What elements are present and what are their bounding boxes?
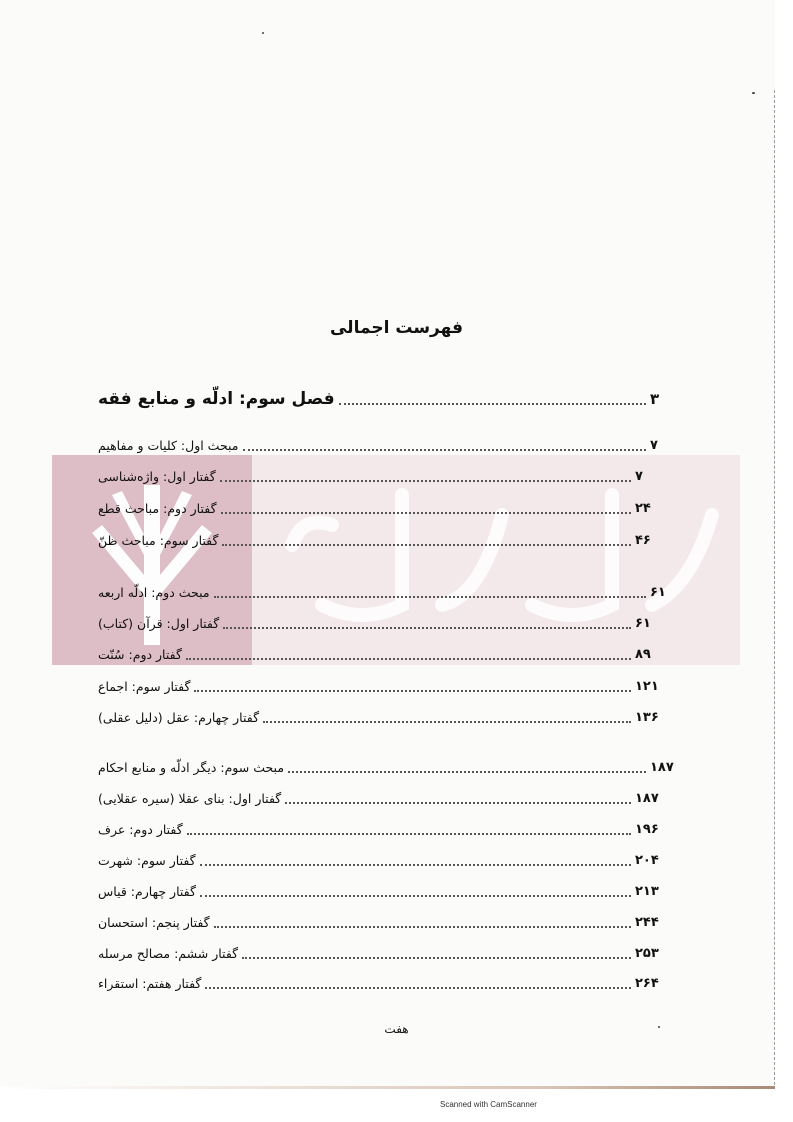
toc-leader-dots: [214, 926, 631, 928]
toc-leader-dots: [220, 480, 631, 482]
toc-leader-dots: [221, 512, 631, 514]
toc-page-number: ۸۹: [635, 646, 651, 662]
toc-leader-dots: [200, 864, 631, 866]
toc-entry-title: گفتار چهارم: قیاس: [98, 883, 196, 899]
toc-entry: [98, 528, 665, 552]
toc-entry: [98, 941, 665, 965]
toc-entry: [98, 674, 665, 698]
toc-entry-title: گفتار اول: قرآن (کتاب): [98, 615, 220, 631]
toc-entry: [98, 580, 680, 604]
toc-entry-title: گفتار سوم: مباحث ظنّ: [98, 532, 219, 548]
toc-entry: [98, 817, 665, 841]
toc-page-number: ۶۱: [635, 615, 651, 631]
toc-page-number: ۴۶: [635, 532, 651, 548]
toc-page-number: ۱۳۶: [635, 709, 659, 725]
toc-leader-dots: [187, 833, 631, 835]
toc-page-number: ۱۲۱: [635, 678, 659, 694]
toc-entry: [98, 910, 665, 934]
toc-leader-dots: [288, 771, 646, 773]
toc-leader-dots: [205, 987, 631, 989]
toc-page-number: ۱۸۷: [650, 759, 674, 775]
toc-page-number: ۲۴۴: [635, 914, 659, 930]
toc-entry-title: گفتار سوم: شهرت: [98, 852, 196, 868]
scanner-watermark-text: Scanned with CamScanner: [440, 1100, 537, 1109]
toc-leader-dots: [263, 721, 631, 723]
page-footer-number: هفت: [384, 1022, 409, 1036]
toc-entry: [98, 786, 665, 810]
toc-entry: [98, 848, 665, 872]
toc-page-number: ۷: [635, 468, 643, 484]
toc-page-number: ۶۱: [650, 584, 666, 600]
toc-leader-dots: [214, 596, 646, 598]
toc-leader-dots: [285, 802, 631, 804]
toc-leader-dots: [223, 627, 631, 629]
toc-entry: [98, 642, 665, 666]
toc-entry-title: مبحث سوم: دیگر ادلّه و منابع احکام: [98, 759, 285, 775]
toc-page-number: ۲۶۴: [635, 975, 659, 991]
toc-entry-title: گفتار سوم: اجماع: [98, 678, 191, 694]
toc-page-number: ۷: [650, 437, 658, 453]
toc-entry-title: گفتار دوم: مباحث قطع: [98, 500, 217, 516]
toc-entry-title: گفتار ششم: مصالح مرسله: [98, 945, 239, 961]
toc-entry-title: گفتار اول: واژه‌شناسی: [98, 468, 216, 484]
toc-entry: [98, 705, 665, 729]
toc-entry-title: گفتار هفتم: استقراء: [98, 975, 202, 991]
toc-entry-title: گفتار چهارم: عقل (دلیل عقلی): [98, 709, 260, 725]
toc-page-number: ۱۸۷: [635, 790, 659, 806]
toc-entry: [98, 971, 665, 995]
toc-entry: [98, 464, 665, 488]
toc-entry-title: گفتار پنجم: استحسان: [98, 914, 210, 930]
toc-entry-title: مبحث دوم: ادلّه اربعه: [98, 584, 210, 600]
toc-entry-title: گفتار اول: بنای عقلا (سیره عقلایی): [98, 790, 282, 806]
toc-leader-dots: [186, 658, 631, 660]
toc-leader-dots: [242, 957, 631, 959]
toc-page-number: ۲۴: [635, 500, 651, 516]
toc-page-number: ۲۰۴: [635, 852, 659, 868]
toc-entry: [98, 611, 665, 635]
toc-page-number: ۲۵۳: [635, 945, 659, 961]
toc-entry: [98, 879, 665, 903]
toc-leader-dots: [194, 690, 631, 692]
toc-entry: [98, 496, 665, 520]
toc-leader-dots: [200, 895, 631, 897]
toc-leader-dots: [339, 403, 646, 405]
toc-entry-title: گفتار دوم: سُنّت: [98, 646, 182, 662]
toc-entry-title: مبحث اول: کلیات و مفاهیم: [98, 437, 239, 453]
page-title: فهرست اجمالی: [329, 318, 463, 338]
toc-leader-dots: [222, 544, 631, 546]
page-edge: [770, 90, 775, 1085]
toc-entry: [98, 755, 680, 779]
toc-entry-title: فصل سوم: ادلّه و منابع فقه: [98, 389, 335, 409]
scan-speck: [262, 32, 264, 34]
toc-page-number: ۳: [650, 390, 660, 408]
toc-entry-title: گفتار دوم: عرف: [98, 821, 183, 837]
toc-entry: [98, 387, 680, 411]
scan-speck: [658, 1026, 660, 1028]
toc-page-number: ۱۹۶: [635, 821, 659, 837]
scan-speck: [752, 92, 755, 94]
toc-page-number: ۲۱۳: [635, 883, 659, 899]
toc-entry: [98, 433, 680, 457]
toc-leader-dots: [243, 449, 647, 451]
scan-edge-strip: [0, 1086, 775, 1089]
